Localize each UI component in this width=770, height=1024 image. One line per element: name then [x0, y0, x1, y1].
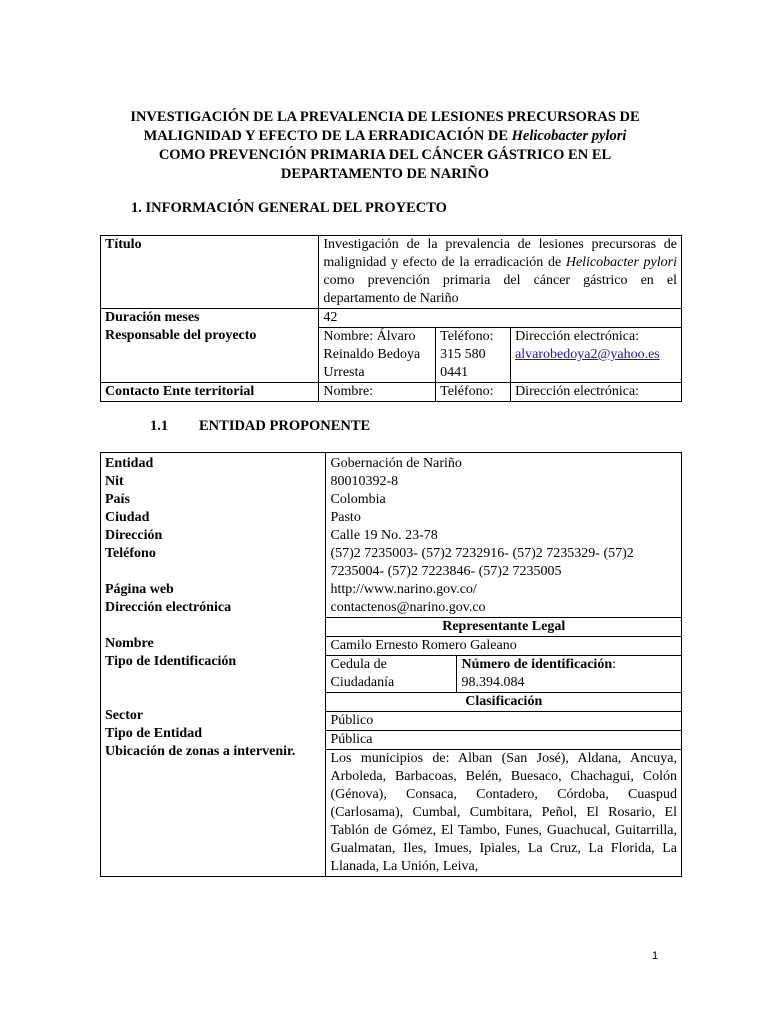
- project-info-table: [100, 235, 682, 402]
- tipo-id-value: Cedula de Ciudadanía: [326, 656, 457, 692]
- pais-value: Colombia: [330, 492, 386, 507]
- pais-label: País: [105, 492, 130, 507]
- title-italic: Helicobacter pylori: [511, 128, 627, 144]
- ubicacion-label: Ubicación de zonas a intervenir.: [105, 744, 296, 759]
- duracion-value: 42: [319, 309, 682, 328]
- titulo-value: [319, 236, 682, 309]
- duracion-label: Duración meses: [105, 310, 200, 325]
- ubicacion-value: Los municipios de: Alban (San José), Aldana, Ancuya, Arboleda, Barbacoas, Belén, Buesaco, Chachagui, Colón (Génova), Consaca, Contadero, Córdoba, Cuaspud (Carlosama), Cumbal, Cumbitara, Peñol, El Rosario, El Tablón de Gómez, El Tambo, Funes, Guachucal, Guitarrilla, Gualmatan, Iles, Imues, Ipiales, La Cruz, La Florida, La Llanada, La Unión, Leiva,: [330, 751, 677, 874]
- entity-values-block: [326, 453, 682, 877]
- titulo-label: Título: [101, 236, 319, 309]
- entity-labels-block: [101, 453, 326, 877]
- responsable-email-label: Dirección electrónica:: [515, 329, 640, 344]
- ciudad-label: Ciudad: [105, 510, 150, 525]
- web-label: Página web: [105, 582, 174, 597]
- direccion-value: Calle 19 No. 23-78: [330, 528, 438, 543]
- contacto-nombre: Nombre:: [319, 383, 436, 402]
- identificacion-row: [326, 656, 681, 693]
- numero-id-cell: [457, 656, 620, 692]
- telefono-label: Teléfono: [105, 546, 156, 561]
- title-text-1: INVESTIGACIÓN DE LA PREVALENCIA DE LESIONES PRECURSORAS DE MALIGNIDAD Y EFECTO DE LA ERRADICACIÓN DE: [130, 109, 640, 144]
- sector-label: Sector: [105, 708, 144, 723]
- contacto-label: Contacto Ente territorial: [101, 383, 319, 402]
- nombre-label: Nombre: [105, 636, 154, 651]
- email-value[interactable]: contactenos@narino.gov.co: [326, 599, 681, 618]
- telefono-value: (57)2 7235003- (57)2 7232916- (57)2 7235329- (57)2 7235004- (57)2 7223846- (57)2 7235005: [330, 546, 634, 579]
- contacto-telefono: Teléfono:: [436, 383, 511, 402]
- email-label: Dirección electrónica: [105, 600, 232, 615]
- responsable-nombre: Nombre: Álvaro Reinaldo Bedoya Urresta: [319, 328, 436, 383]
- section-1-1-heading: ENTIDAD PROPONENTE: [199, 418, 371, 434]
- nit-value: 80010392-8: [330, 474, 399, 489]
- clasificacion-label-spacer: [105, 689, 321, 707]
- responsable-email-cell: [511, 328, 682, 383]
- entity-table: [100, 452, 682, 877]
- direccion-label: Dirección: [105, 528, 163, 543]
- numero-id-value: 98.394.084: [461, 675, 525, 690]
- responsable-email-link[interactable]: alvarobedoya2@yahoo.es: [515, 347, 660, 362]
- responsable-telefono: Teléfono: 315 580 0441: [436, 328, 511, 383]
- numero-id-label: Número de identificación: [461, 657, 613, 672]
- titulo-value-text-2: como prevención primaria del cáncer gástrico en el departamento de Nariño: [323, 273, 677, 306]
- document-title: [120, 108, 650, 184]
- web-value[interactable]: http://www.narino.gov.co/: [330, 582, 477, 597]
- representante-heading: Representante Legal: [326, 618, 681, 637]
- section-1-1-number: 1.1: [150, 418, 169, 434]
- numero-id-colon: :: [612, 657, 616, 672]
- nit-label: Nit: [105, 474, 124, 489]
- nombre-value: Camilo Ernesto Romero Galeano: [326, 637, 681, 656]
- clasificacion-heading: Clasificación: [326, 693, 681, 712]
- section-1-heading: 1. INFORMACIÓN GENERAL DEL PROYECTO: [131, 200, 447, 216]
- page-number: 1: [652, 950, 659, 962]
- titulo-value-text-1: Investigación de la prevalencia de lesiones precursoras de malignidad y efecto de la erradicación de: [323, 237, 677, 270]
- responsable-label: Responsable del proyecto: [105, 328, 257, 343]
- tipo-id-label: Tipo de Identificación: [105, 654, 237, 669]
- tipo-entidad-value: Pública: [326, 731, 681, 750]
- duracion-responsable-labels: [101, 309, 319, 383]
- sector-value: Público: [326, 712, 681, 731]
- titulo-value-italic: Helicobacter pylori: [565, 255, 678, 270]
- representante-label-spacer: [105, 617, 321, 635]
- contacto-email-label: Dirección electrónica:: [511, 383, 682, 402]
- ciudad-value: Pasto: [330, 510, 361, 525]
- tipo-entidad-label: Tipo de Entidad: [105, 726, 203, 741]
- entidad-label: Entidad: [105, 456, 154, 471]
- title-text-2: COMO PREVENCIÓN PRIMARIA DEL CÁNCER GÁSTRICO EN EL DEPARTAMENTO DE NARIÑO: [158, 147, 612, 182]
- entidad-value: Gobernación de Nariño: [330, 456, 462, 471]
